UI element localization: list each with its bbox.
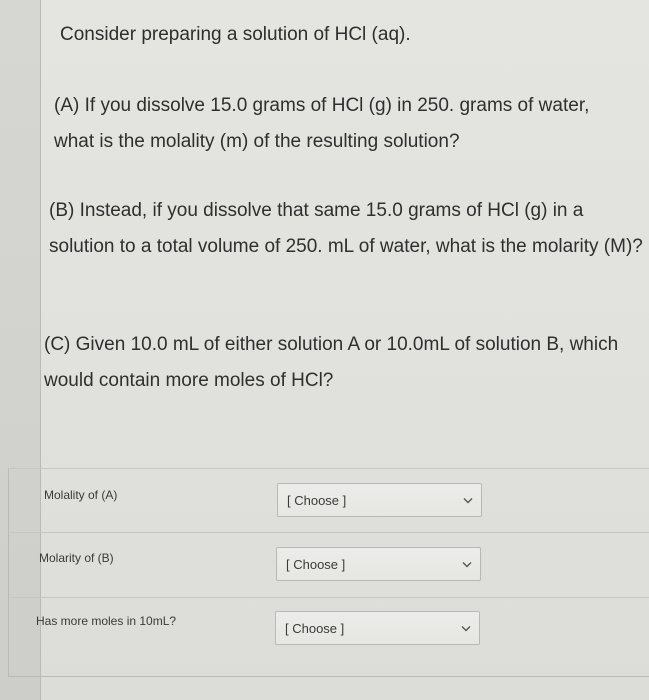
- answer-row-divider: [10, 532, 649, 533]
- dropdown-selected-value: [ Choose ]: [285, 620, 345, 636]
- more-moles-dropdown[interactable]: [275, 611, 480, 645]
- question-part-a: (A) If you dissolve 15.0 grams of HCl (g) in 250. grams of water, what is the molality (m) of the resulting solution?: [54, 95, 590, 152]
- molality-dropdown[interactable]: [277, 483, 482, 517]
- question-title: Consider preparing a solution of HCl (aq).: [60, 24, 411, 45]
- answer-label-more-moles: Has more moles in 10mL?: [36, 614, 177, 628]
- card-bottom-left-edge: [8, 468, 9, 677]
- card-bottom-border: [8, 676, 649, 677]
- chevron-down-icon: [460, 557, 474, 571]
- answer-label-molality: Molality of (A): [44, 488, 118, 502]
- dropdown-selected-value: [ Choose ]: [286, 556, 346, 572]
- molarity-dropdown[interactable]: [276, 547, 481, 581]
- answer-row-divider: [10, 597, 649, 598]
- card-left-border: [40, 0, 41, 700]
- chevron-down-icon: [459, 621, 473, 635]
- question-part-b: (B) Instead, if you dissolve that same 15.0 grams of HCl (g) in a solution to a total volume of 250. mL of water, what is the molarity (M)?: [49, 200, 643, 257]
- chevron-down-icon: [461, 493, 475, 507]
- dropdown-selected-value: [ Choose ]: [287, 492, 347, 508]
- answer-label-molarity: Molarity of (B): [39, 551, 114, 565]
- answer-table-top-divider: [10, 468, 649, 469]
- question-part-c: (C) Given 10.0 mL of either solution A or 10.0mL of solution B, which would contain more moles of HCl?: [44, 334, 619, 391]
